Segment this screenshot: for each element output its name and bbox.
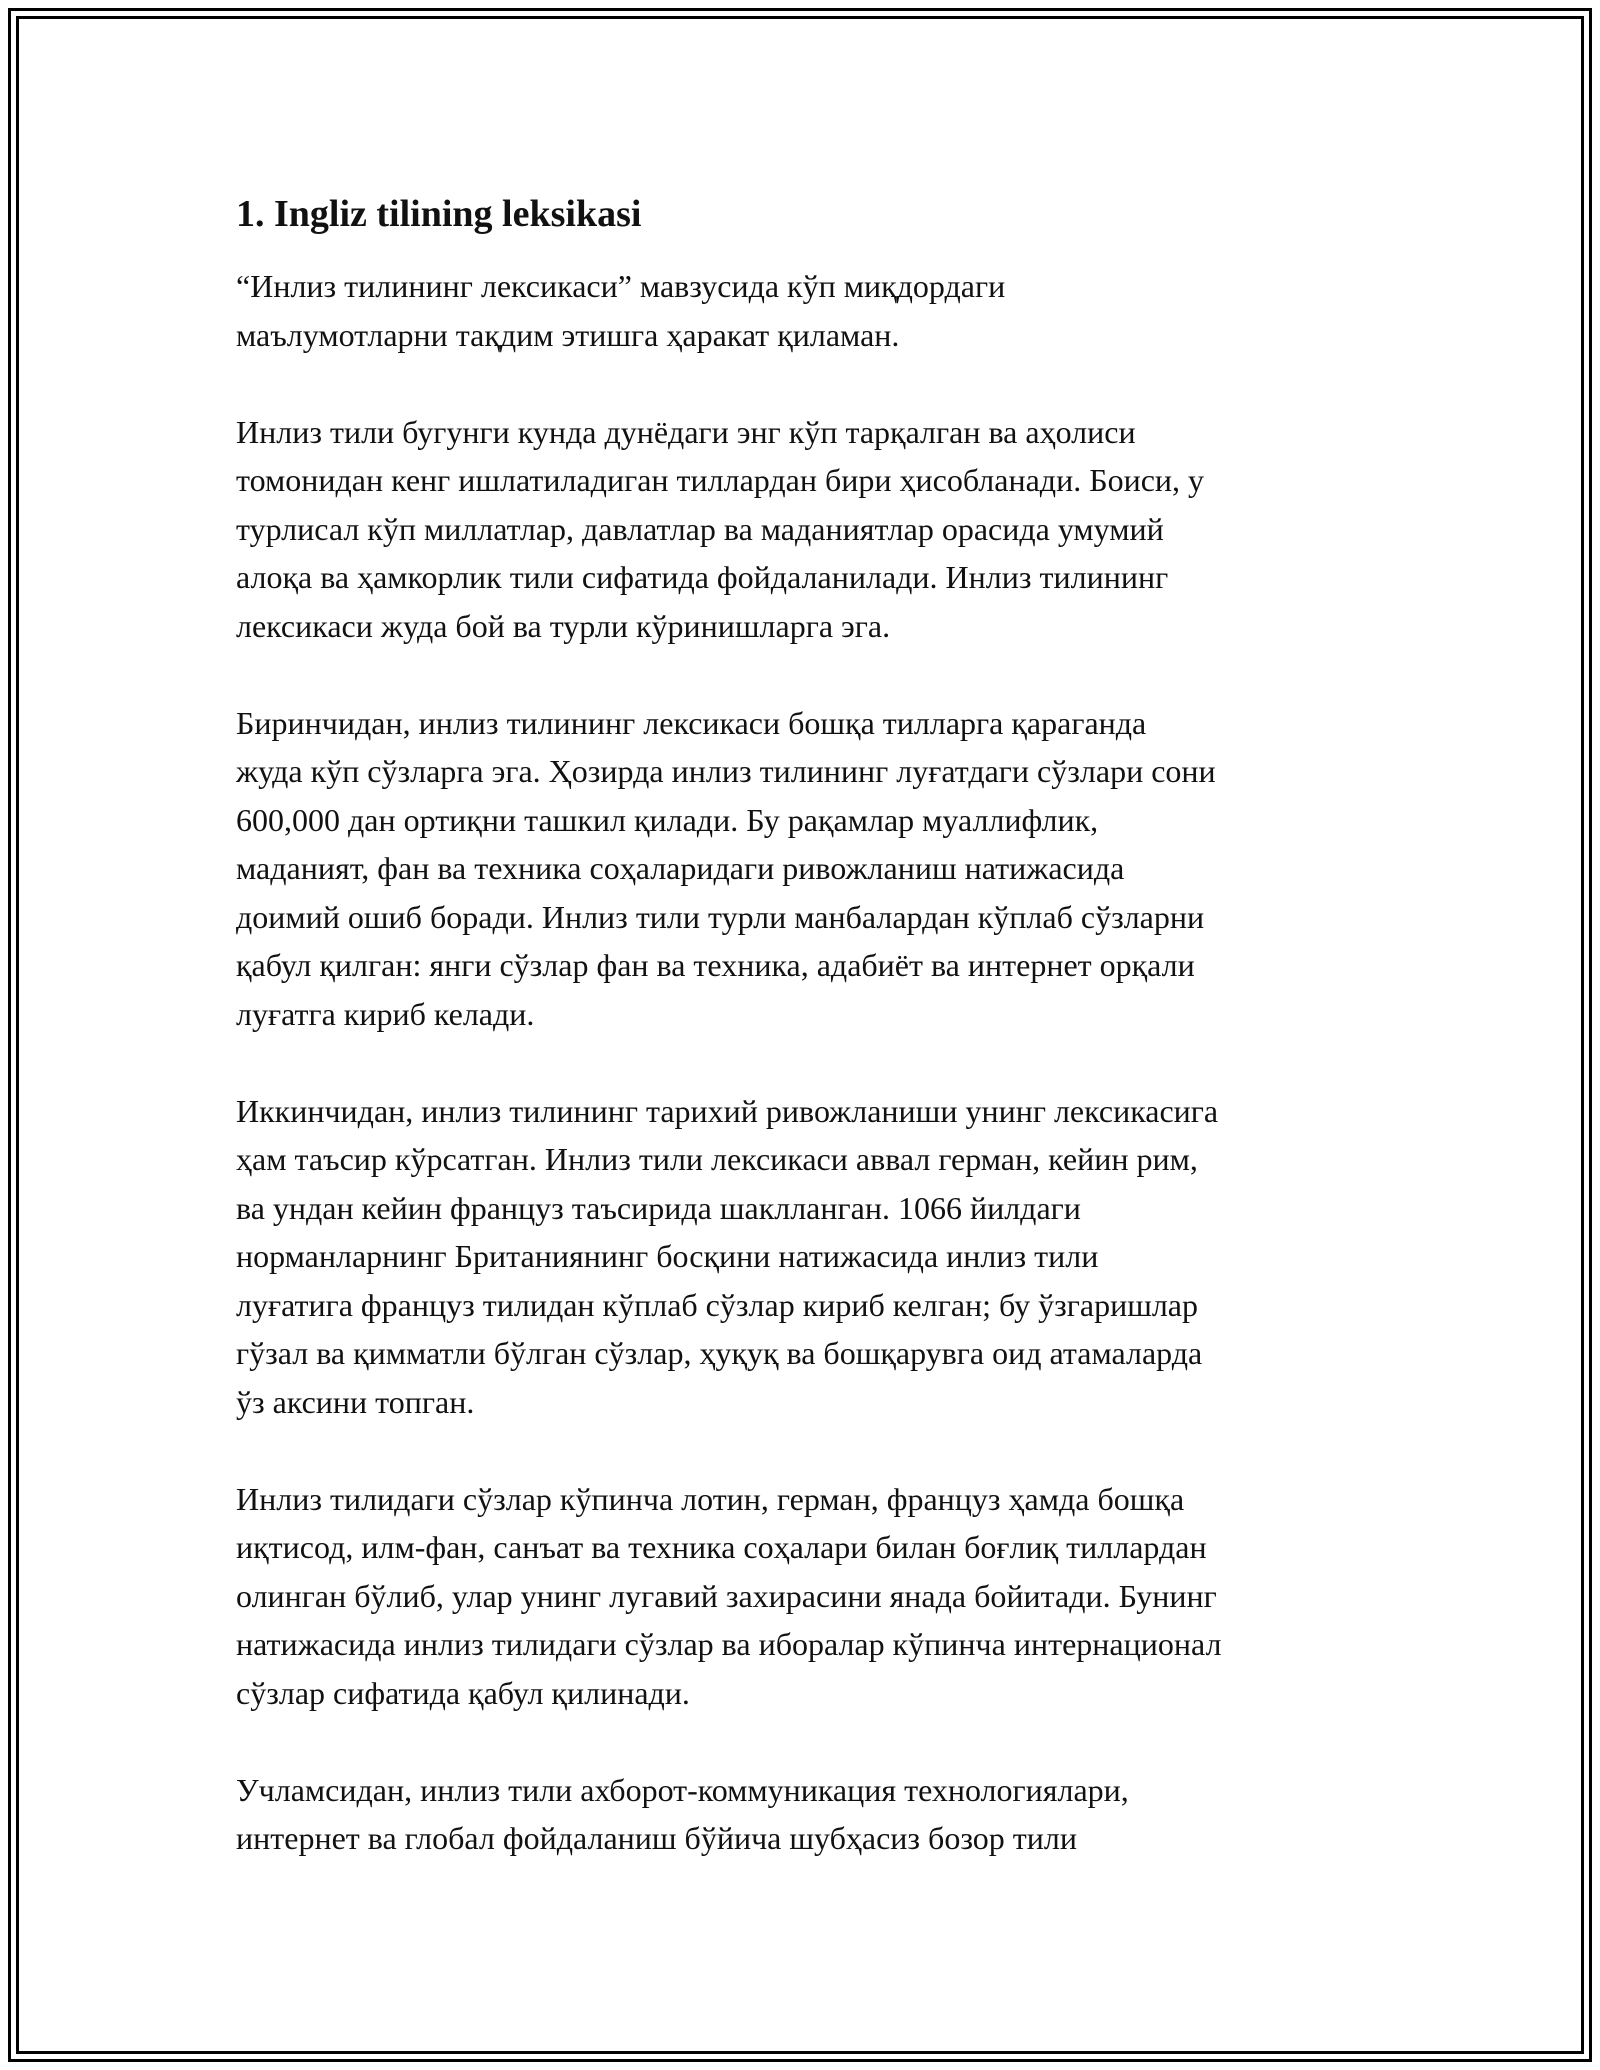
paragraph-intro (236, 262, 1386, 359)
text-line: турлисал кўп миллатлар, давлатлар ва маданиятлар орасида умумий (236, 510, 1164, 547)
paragraph-borrowings (236, 1475, 1386, 1718)
text-line: маданият, фан ва техника соҳаларидаги ривожланиш натижасида (236, 850, 1125, 886)
text-line: сўзлар сифатида қабул қилинади. (236, 1674, 690, 1711)
text-line: лексикаси жуда бой ва турли кўринишларга эга. (236, 607, 891, 644)
text-line: Инлиз тили бугунги кунда дунёдаги энг кўп тарқалган ва аҳолиси (236, 413, 1136, 450)
text-line: натижасида инлиз тилидаги сўзлар ва иборалар кўпинча интернационал (236, 1626, 1222, 1662)
text-line: ҳам таъсир кўрсатган. Инлиз тили лексикаси аввал герман, кейин рим, (236, 1141, 1198, 1177)
text-line: 600,000 дан ортиқни ташкил қилади. Бу рақамлар муаллифлик, (236, 801, 1099, 838)
text-line: томонидан кенг ишлатиладиган тиллардан бири ҳисобланади. Боиси, у (236, 462, 1205, 498)
text-line: Учламсидан, инлиз тили ахборот-коммуникация технологиялари, (236, 1771, 1129, 1808)
text-line: “Инлиз тилининг лексикаси” мавзусида кўп миқдордаги (236, 268, 1006, 304)
text-line: интернет ва глобал фойдаланиш бўйича шубҳасиз бозор тили (236, 1820, 1077, 1856)
paragraph-overview (236, 408, 1386, 651)
text-line: алоқа ва ҳамкорлик тили сифатида фойдаланилади. Инлиз тилининг (236, 559, 1169, 595)
text-line: Биринчидан, инлиз тилининг лексикаси бошқа тилларга қараганда (236, 704, 1147, 741)
text-line: луғатига француз тилидан кўплаб сўзлар кириб келган; бу ўзгаришлар (236, 1286, 1198, 1323)
text-line: қабул қилган: янги сўзлар фан ва техника, адабиёт ва интернет орқали (236, 947, 1195, 983)
text-line: ва ундан кейин француз таъсирида шаклланган. 1066 йилдаги (236, 1189, 1081, 1226)
text-line: иқтисод, илм-фан, санъат ва техника соҳалари билан боғлиқ тиллардан (236, 1529, 1207, 1565)
paragraph-first-point (236, 699, 1386, 1039)
text-line: доимий ошиб боради. Инлиз тили турли манбалардан кўплаб сўзларни (236, 898, 1205, 935)
text-line: олинган бўлиб, улар унинг лугавий захирасини янада бойитади. Бунинг (236, 1577, 1217, 1614)
text-line: ўз аксини топган. (236, 1383, 475, 1420)
paragraph-third-point (236, 1766, 1386, 1863)
paragraph-second-point (236, 1087, 1386, 1427)
text-line: луғатга кириб келади. (236, 995, 535, 1032)
text-line: Иккинчидан, инлиз тилининг тарихий ривожланиши унинг лексикасига (236, 1092, 1219, 1129)
text-line: Инлиз тилидаги сўзлар кўпинча лотин, герман, француз ҳамда бошқа (236, 1480, 1185, 1517)
text-line: жуда кўп сўзларга эга. Ҳозирда инлиз тилининг луғатдаги сўзлари сони (236, 753, 1216, 789)
section-heading: 1. Ingliz tilining leksikasi (236, 193, 642, 235)
text-line: гўзал ва қимматли бўлган сўзлар, ҳуқуқ ва бошқарувга оид атамаларда (236, 1335, 1203, 1371)
document-body (236, 188, 1386, 1911)
text-line: маълумотларни тақдим этишга ҳаракат қиламан. (236, 316, 900, 353)
text-line: норманларнинг Британиянинг босқини натижасида инлиз тили (236, 1238, 1099, 1274)
